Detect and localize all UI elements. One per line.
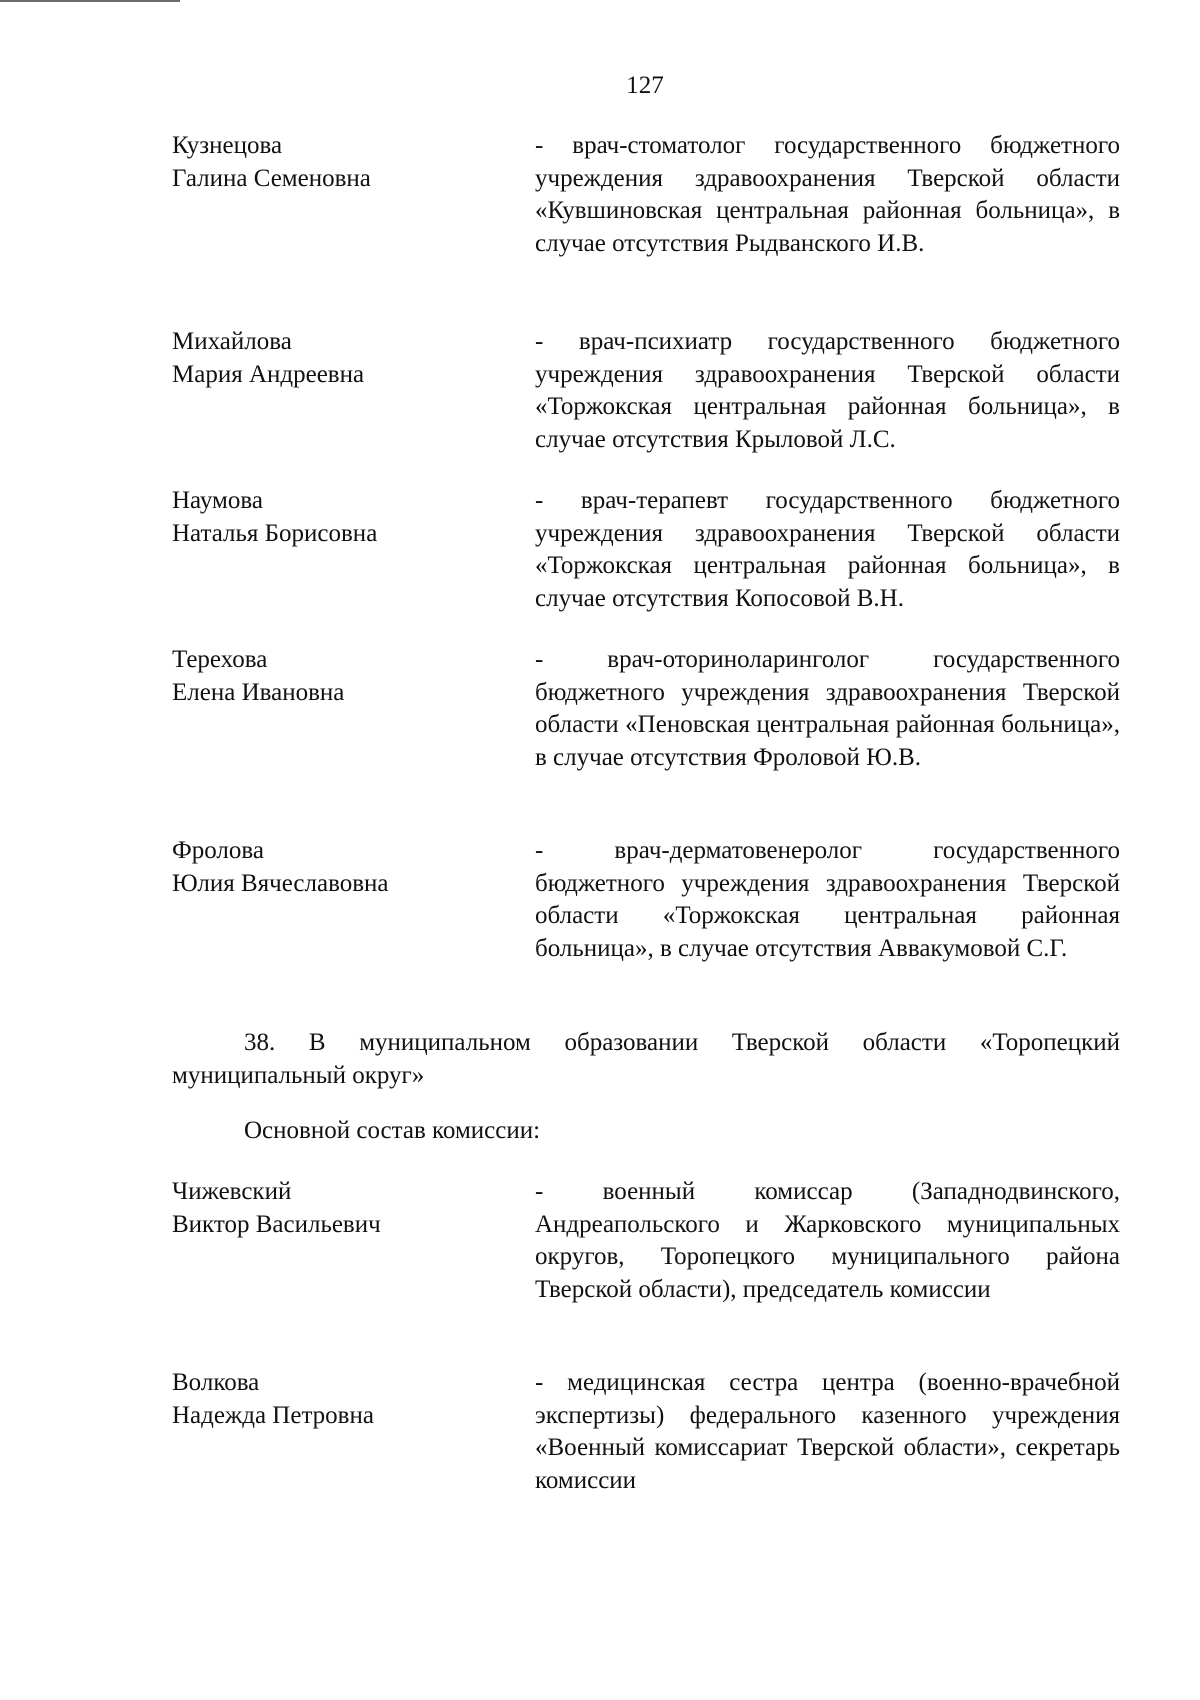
- member-surname: Фролова: [172, 837, 264, 864]
- member-surname: Волкова: [172, 1369, 260, 1396]
- member-surname: Кузнецова: [172, 132, 283, 159]
- member-name: [172, 644, 512, 709]
- section-heading: 38. В муниципальном образовании Тверской области «Торопецкий муниципальный округ»: [172, 1029, 1120, 1089]
- top-border-line: [0, 0, 180, 2]
- page-number: 127: [626, 72, 664, 99]
- member-given-names: Елена Ивановна: [172, 678, 345, 706]
- subsection-heading: Основной состав комиссии:: [244, 1117, 541, 1144]
- member-description: - военный комиссар (Западнодвинского, Андреапольского и Жарковского муниципальных округов, Торопецкого муниципального района Тверской области), председатель комиссии: [535, 1178, 1120, 1303]
- member-description: - врач-терапевт государственного бюджетного учреждения здравоохранения Тверской области «Торжокская центральная районная больница», в случае отсутствия Копосовой В.Н.: [535, 487, 1120, 612]
- member-given-names: Мария Андреевна: [172, 360, 365, 388]
- member-given-names: Надежда Петровна: [172, 1401, 374, 1429]
- member-name: [172, 835, 512, 900]
- member-name: [172, 326, 512, 391]
- member-description: - медицинская сестра центра (военно-врачебной экспертизы) федерального казенного учреждения «Военный комиссариат Тверской области», секретарь комиссии: [535, 1369, 1120, 1494]
- member-description: - врач-дерматовенеролог государственного бюджетного учреждения здравоохранения Тверской области «Торжокская центральная районная больница», в случае отсутствия Аввакумовой С.Г.: [535, 837, 1120, 962]
- member-given-names: Виктор Васильевич: [172, 1210, 381, 1238]
- member-description: - врач-психиатр государственного бюджетного учреждения здравоохранения Тверской области «Торжокская центральная районная больница», в случае отсутствия Крыловой Л.С.: [535, 328, 1120, 453]
- member-surname: Чижевский: [172, 1178, 292, 1205]
- member-given-names: Галина Семеновна: [172, 164, 371, 192]
- member-name: [172, 1176, 512, 1241]
- member-name: [172, 130, 512, 195]
- member-description: - врач-оториноларинголог государственного бюджетного учреждения здравоохранения Тверской области «Пеновская центральная районная больница», в случае отсутствия Фроловой Ю.В.: [535, 646, 1120, 771]
- member-given-names: Юлия Вячеславовна: [172, 869, 389, 897]
- member-surname: Наумова: [172, 487, 263, 514]
- member-surname: Михайлова: [172, 328, 292, 355]
- member-name: [172, 485, 512, 550]
- member-surname: Терехова: [172, 646, 268, 673]
- member-name: [172, 1367, 512, 1432]
- member-given-names: Наталья Борисовна: [172, 519, 378, 547]
- member-description: - врач-стоматолог государственного бюджетного учреждения здравоохранения Тверской области «Кувшиновская центральная районная больница», в случае отсутствия Рыдванского И.В.: [535, 132, 1120, 257]
